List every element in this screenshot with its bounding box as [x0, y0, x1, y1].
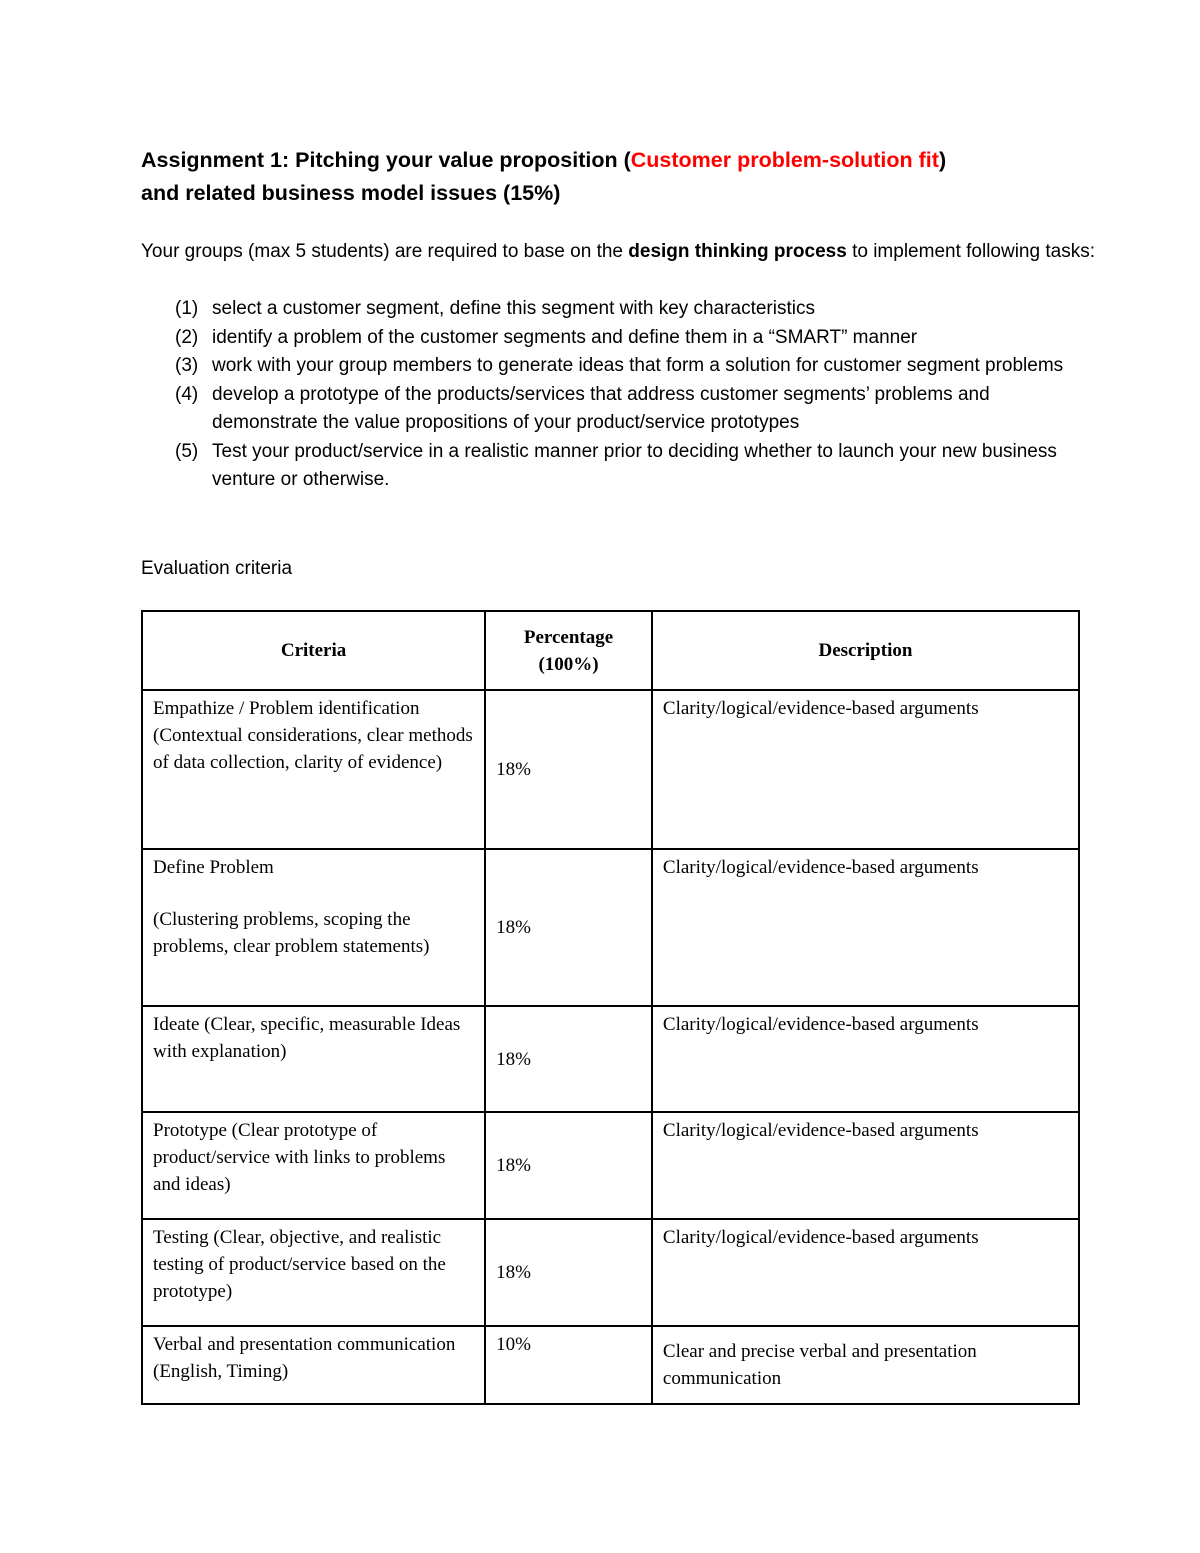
list-item — [175, 381, 1075, 438]
list-item — [175, 352, 1075, 381]
table-row — [142, 849, 1079, 1006]
criteria-cell: Prototype (Clear prototype of product/service with links to problems and ideas) — [142, 1112, 485, 1219]
intro-paragraph — [141, 238, 1101, 267]
table-row — [142, 1219, 1079, 1326]
evaluation-table — [141, 610, 1080, 1405]
evaluation-heading: Evaluation criteria — [141, 558, 293, 579]
criteria-cell — [142, 849, 485, 1006]
percentage-cell: 10% — [485, 1326, 652, 1404]
table-row — [142, 1006, 1079, 1112]
description-cell — [652, 1326, 1079, 1404]
header-description: Description — [652, 611, 1079, 690]
description-cell: Clarity/logical/evidence-based arguments — [652, 1219, 1079, 1326]
table-header-row — [142, 611, 1079, 690]
list-item — [175, 295, 1075, 324]
task-text: Test your product/service in a realistic manner prior to deciding whether to launch your new business venture or otherwise. — [212, 440, 1057, 490]
percentage-cell: 18% — [485, 1112, 652, 1219]
title-highlight: Customer problem-solution fit — [630, 148, 939, 172]
percentage-cell: 18% — [485, 849, 652, 1006]
criteria-cell: Ideate (Clear, specific, measurable Ideas with explanation) — [142, 1006, 485, 1112]
criteria-line1: Define Problem — [153, 857, 274, 878]
list-item — [175, 324, 1075, 353]
description-cell: Clarity/logical/evidence-based arguments — [652, 1112, 1079, 1219]
percentage-cell: 18% — [485, 1219, 652, 1326]
task-text: select a customer segment, define this segment with key characteristics — [212, 298, 815, 319]
task-text: develop a prototype of the products/services that address customer segments’ problems and demonstrate the value propositions of your product/service prototypes — [212, 383, 990, 433]
task-number: (4) — [175, 383, 199, 405]
description-cell: Clarity/logical/evidence-based arguments — [652, 849, 1079, 1006]
description-cell: Clarity/logical/evidence-based arguments — [652, 690, 1079, 849]
criteria-cell: Verbal and presentation communication (English, Timing) — [142, 1326, 485, 1404]
task-list — [175, 295, 1075, 495]
header-criteria: Criteria — [142, 611, 485, 690]
percentage-cell: 18% — [485, 690, 652, 849]
intro-before: Your groups (max 5 students) are required to base on the — [141, 241, 629, 262]
description-cell: Clarity/logical/evidence-based arguments — [652, 1006, 1079, 1112]
task-number: (5) — [175, 440, 199, 462]
criteria-cell: Empathize / Problem identification (Contextual considerations, clear methods of data collection, clarity of evidence) — [142, 690, 485, 849]
criteria-cell: Testing (Clear, objective, and realistic testing of product/service based on the prototype) — [142, 1219, 485, 1326]
task-text: identify a problem of the customer segments and define them in a “SMART” manner — [212, 326, 918, 348]
table-row — [142, 1112, 1079, 1219]
title-part2: ) — [938, 148, 947, 172]
task-number: (2) — [175, 326, 199, 348]
table-row — [142, 1326, 1079, 1404]
list-item — [175, 438, 1075, 495]
title-line2: and related business model issues (15%) — [141, 181, 561, 205]
description-text: Clear and precise verbal and presentation communication — [662, 1341, 977, 1389]
intro-bold: design thinking process — [628, 241, 847, 262]
header-percentage: Percentage (100%) — [485, 611, 652, 690]
criteria-line2: (Clustering problems, scoping the problems, clear problem statements) — [153, 909, 430, 957]
percentage-cell: 18% — [485, 1006, 652, 1112]
title-part1: Assignment 1: Pitching your value proposition ( — [141, 148, 631, 172]
task-number: (1) — [175, 298, 199, 319]
task-number: (3) — [175, 355, 199, 376]
task-text: work with your group members to generate ideas that form a solution for customer segment problems — [212, 355, 1064, 376]
intro-after: to implement following tasks: — [846, 241, 1095, 262]
assignment-title — [141, 144, 1101, 210]
table-row — [142, 690, 1079, 849]
